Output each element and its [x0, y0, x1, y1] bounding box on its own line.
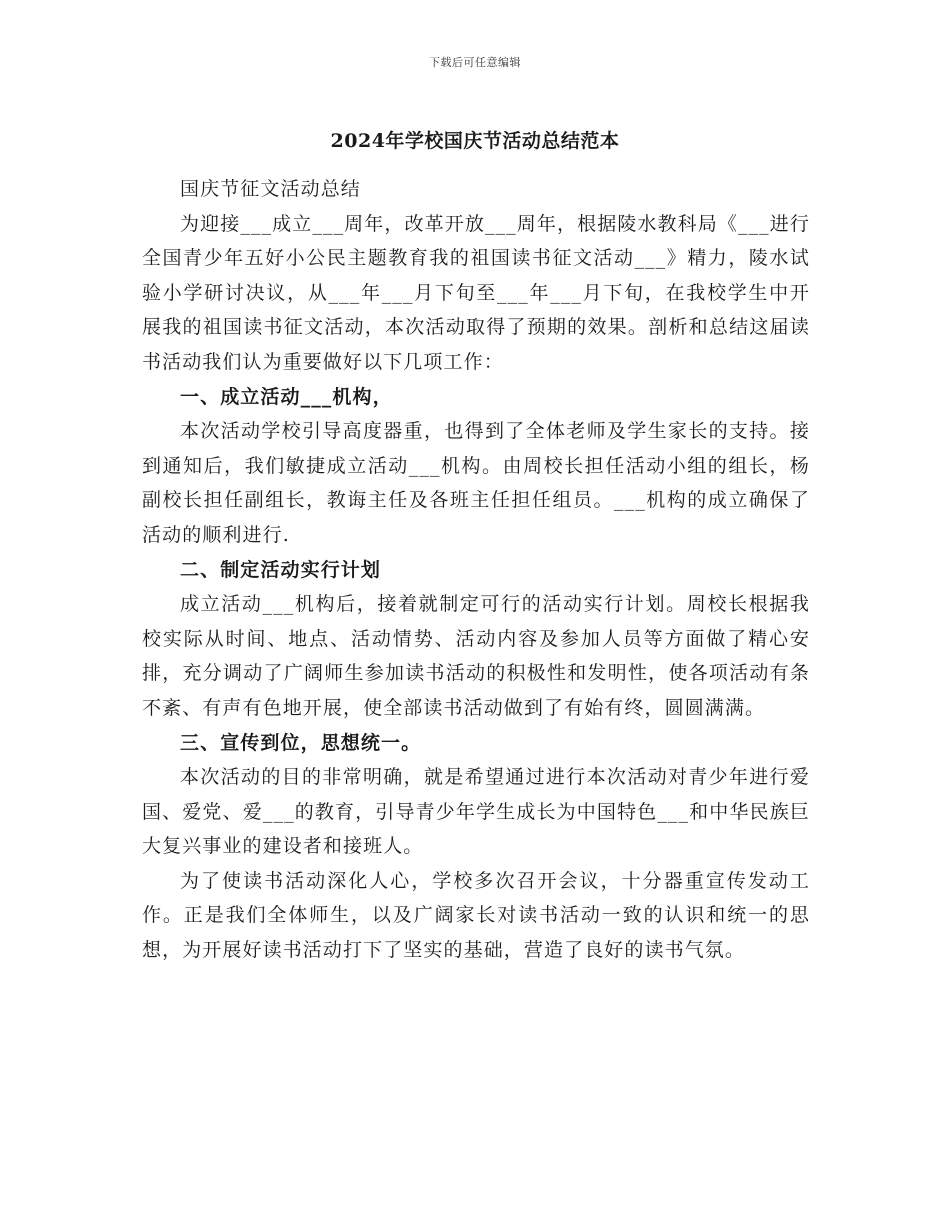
section-2-paragraph-1: 成立活动___机构后，接着就制定可行的活动实行计划。周校长根据我校实际从时间、地点、活动情势、活动内容及参加人员等方面做了精心安排，充分调动了广阔师生参加读书活动的积极性和发明性，使各项活动有条不紊、有声有色地开展，使全部读书活动做到了有始有终，圆圆满满。: [142, 593, 810, 719]
section-heading-1: 一、成立活动___机构，: [180, 385, 393, 408]
document-body: [142, 172, 810, 968]
page-header-note: 下载后可任意编辑: [429, 56, 521, 69]
document-title: 2024年学校国庆节活动总结范本: [330, 130, 620, 152]
section-heading-3: 三、宣传到位，思想统一。: [180, 731, 422, 754]
section-3-paragraph-1: 本次活动的目的非常明确，就是希望通过进行本次活动对青少年进行爱国、爱党、爱___的教育，引导青少年学生成长为中国特色___和中华民族巨大复兴事业的建设者和接班人。: [142, 766, 810, 858]
intro-paragraph: 为迎接___成立___周年，改革开放___周年，根据陵水教科局《___进行全国青少年五好小公民主题教育我的祖国读书征文活动___》精力，陵水试验小学研讨决议，从___年___月下旬至___年___月下旬，在我校学生中开展我的祖国读书征文活动，本次活动取得了预期的效果。剖析和总结这届读书活动我们认为重要做好以下几项工作：: [142, 212, 810, 373]
document-subtitle: 国庆节征文活动总结: [180, 178, 361, 200]
section-1-paragraph-1: 本次活动学校引导高度器重，也得到了全体老师及学生家长的支持。接到通知后，我们敏捷成立活动___机构。由周校长担任活动小组的组长，杨副校长担任副组长，教诲主任及各班主任担任组员。___机构的成立确保了活动的顺利进行.: [142, 420, 810, 546]
section-heading-2: 二、制定活动实行计划: [180, 558, 382, 581]
section-3-paragraph-2: 为了使读书活动深化人心，学校多次召开会议，十分器重宣传发动工作。正是我们全体师生，以及广阔家长对读书活动一致的认识和统一的思想，为开展好读书活动打下了坚实的基础，营造了良好的读书气氛。: [142, 869, 810, 962]
